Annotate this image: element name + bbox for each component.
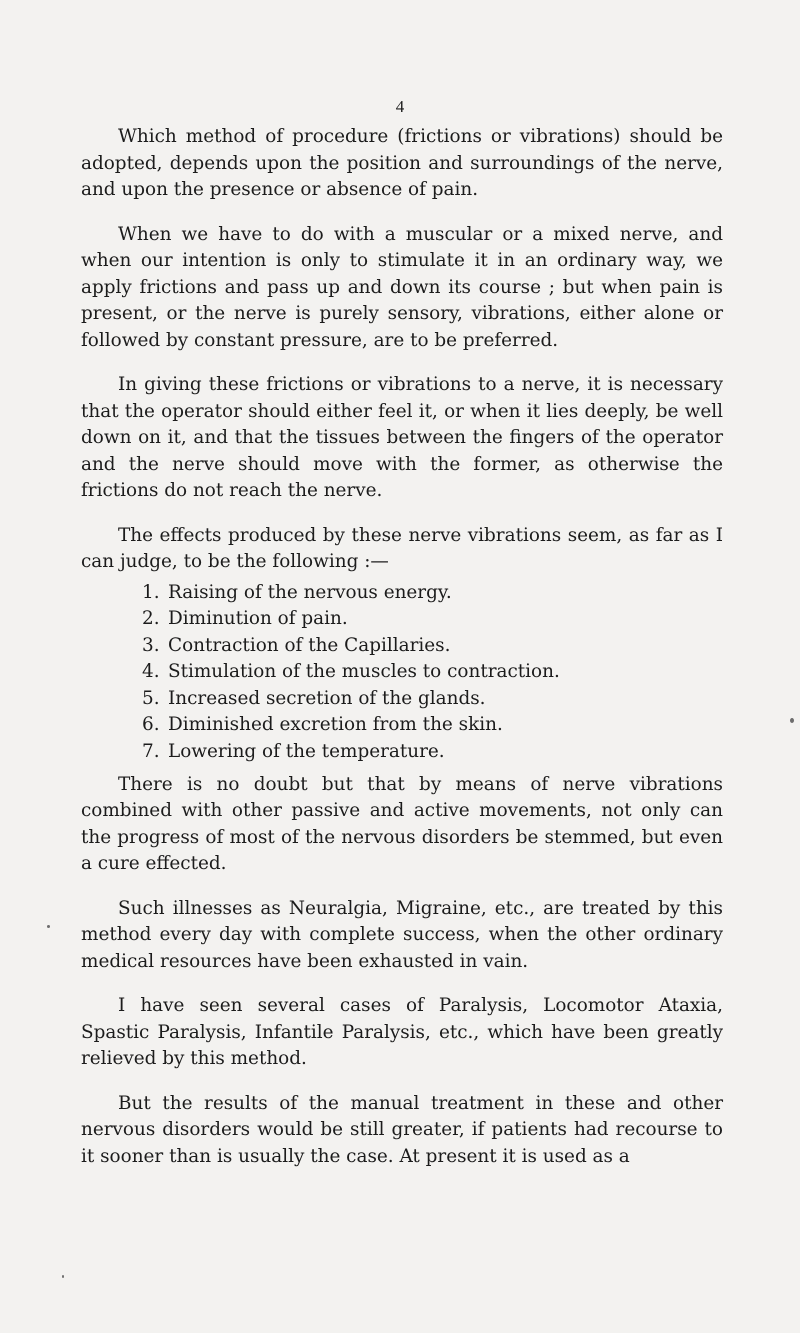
list-item-number: 3. (142, 634, 160, 656)
paragraph-frictions-vs-vibrations: When we have to do with a muscular or a mixed nerve, and when our intention is only to stimulate it in an ordinary way, we apply frictions and pass up and down its course ; but when pain is present, or the nerve is purely sensory, vibrations, either alone or followed by constant pressure, are to be preferred. (81, 223, 723, 351)
scan-speck (47, 925, 50, 928)
list-item-text: Lowering of the temperature. (168, 741, 445, 763)
list-item-number: 2. (142, 608, 160, 630)
list-item (142, 606, 723, 633)
list-item-text: Raising of the nervous energy. (168, 581, 452, 603)
list-item-text: Contraction of the Capillaries. (168, 634, 451, 656)
list-item-text: Stimulation of the muscles to contraction. (168, 661, 560, 683)
scan-speck (790, 718, 794, 723)
list-item (142, 633, 723, 660)
paragraph-manual-treatment: But the results of the manual treatment in these and other nervous disorders would be still greater, if patients had recourse to it sooner than is usually the case. At present it is used as a (81, 1092, 723, 1167)
list-item-number: 6. (142, 714, 160, 736)
paragraph-method-choice: Which method of procedure (frictions or vibrations) should be adopted, depends upon the position and surroundings of the nerve, and upon the presence or absence of pain. (81, 126, 723, 200)
list-item-number: 4. (142, 661, 160, 683)
paragraph-operator-technique: In giving these frictions or vibrations to a nerve, it is necessary that the operator should either feel it, or when it lies deeply, be well down on it, and that the tissues between the fingers of the operator and the nerve should move with the former, as otherwise the frictions do not reach the nerve. (81, 374, 723, 501)
list-item-text: Diminution of pain. (168, 608, 348, 630)
page-body (81, 124, 723, 1188)
list-item-number: 7. (142, 741, 160, 763)
page-number: 4 (395, 97, 405, 116)
list-item (142, 712, 723, 739)
list-item-text: Diminished excretion from the skin. (168, 714, 503, 736)
effects-list (81, 580, 723, 766)
paragraph-progress-stemmed: There is no doubt but that by means of nerve vibrations combined with other passive and active movements, not only can the progress of most of the nervous disorders be stemmed, but even a cure effected. (81, 773, 723, 875)
list-item (142, 659, 723, 686)
list-item-text: Increased secretion of the glands. (168, 687, 486, 709)
paragraph-effects-intro: The effects produced by these nerve vibrations seem, as far as I can judge, to be the following :— (81, 524, 723, 572)
list-item-number: 5. (142, 687, 160, 709)
list-item-number: 1. (142, 581, 160, 603)
paragraph-illnesses-treated: Such illnesses as Neuralgia, Migraine, etc., are treated by this method every day with complete success, when the other ordinary medical resources have been exhausted in vain. (81, 897, 723, 972)
paragraph-paralysis-cases: I have seen several cases of Paralysis, Locomotor Ataxia, Spastic Paralysis, Infantile Paralysis, etc., which have been greatly relieved by this method. (81, 995, 723, 1070)
scan-speck (62, 1275, 64, 1278)
list-item (142, 739, 723, 766)
list-item (142, 580, 723, 607)
list-item (142, 686, 723, 713)
